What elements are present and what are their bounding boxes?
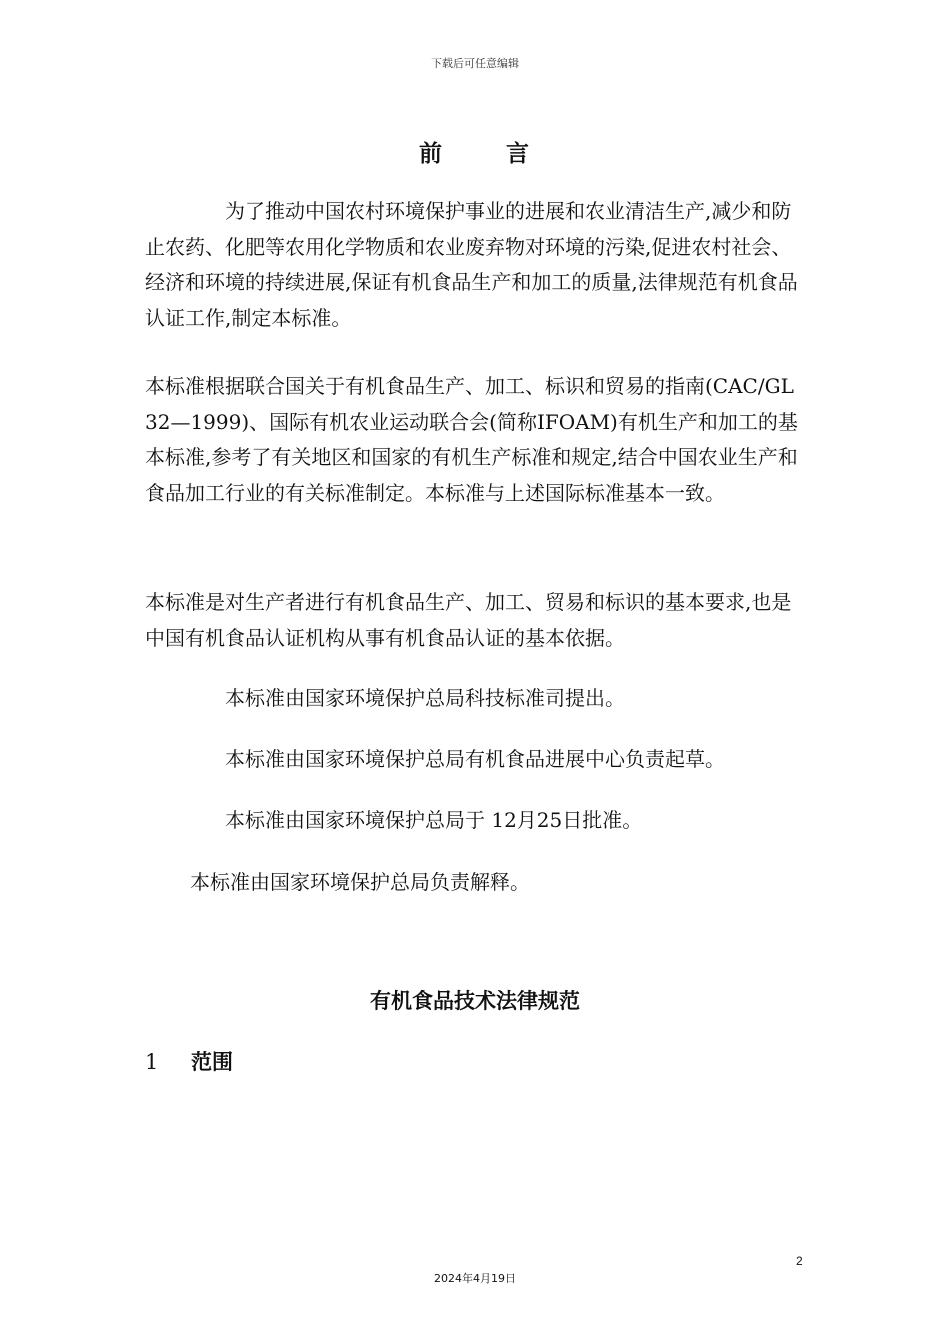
preface-title	[0, 135, 950, 168]
section-title: 范围	[191, 1049, 233, 1074]
page-number: 2	[796, 1254, 803, 1268]
paragraph-basis: 本标准根据联合国关于有机食品生产、加工、标识和贸易的指南(CAC/GL 32—1999)、国际有机农业运动联合会(简称IFOAM)有机生产和加工的基本标准,参考了有关地区和国家的有机生产标准和规定,结合中国农业生产和食品加工行业的有关标准制定。本标准与上述国际标准基本一致。	[145, 374, 798, 505]
header-note: 下载后可任意编辑	[431, 57, 519, 70]
paragraph-requirement: 本标准是对生产者进行有机食品生产、加工、贸易和标识的基本要求,也是中国有机食品认证机构从事有机食品认证的基本依据。	[145, 590, 792, 650]
statement-interpreted: 本标准由国家环境保护总局负责解释。	[190, 870, 530, 894]
footer-date: 2024年4月19日	[434, 1272, 516, 1285]
title-char-left: 前	[419, 140, 444, 167]
paragraph-purpose: 为了推动中国农村环境保护事业的进展和农业清洁生产,减少和防止农药、化肥等农用化学物质和农业废弃物对环境的污染,促进农村社会、经济和环境的持续进展,保证有机食品生产和加工的质量,法律规范有机食品认证工作,制定本标准。	[145, 199, 798, 330]
standard-title: 有机食品技术法律规范	[370, 988, 580, 1013]
statement-proposed: 本标准由国家环境保护总局科技标准司提出。	[225, 686, 625, 710]
statement-approved: 本标准由国家环境保护总局于 12月25日批准。	[225, 808, 643, 832]
title-char-right: 言	[506, 140, 531, 167]
section-number: 1	[145, 1050, 159, 1074]
statement-drafted: 本标准由国家环境保护总局有机食品进展中心负责起草。	[225, 747, 725, 771]
section-heading	[145, 1046, 233, 1076]
